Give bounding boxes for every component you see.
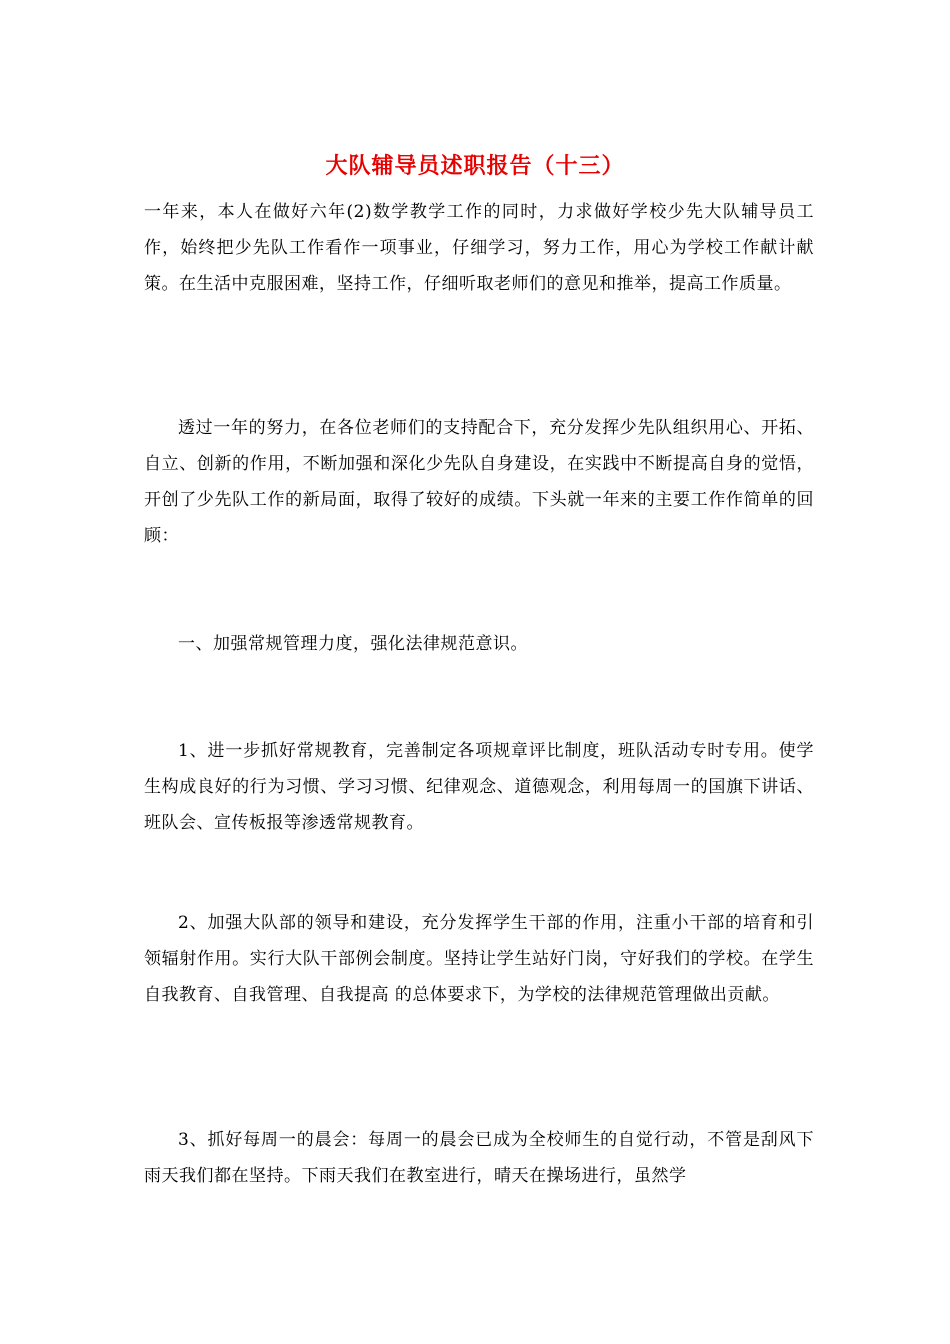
paragraph-item-1: 1、进一步抓好常规教育，完善制定各项规章评比制度，班队活动专时专用。使学生构成良好的行为习惯、学习习惯、纪律观念、道德观念，利用每周一的国旗下讲话、班队会、宣传板报等渗透常规教育。 (144, 741, 814, 833)
paragraph-item-3: 3、抓好每周一的晨会：每周一的晨会已成为全校师生的自觉行动，不管是刮风下雨天我们都在坚持。下雨天我们在教室进行，晴天在操场进行，虽然学 (144, 1130, 814, 1186)
paragraph-overview: 透过一年的努力，在各位老师们的支持配合下，充分发挥少先队组织用心、开拓、自立、创新的作用，不断加强和深化少先队自身建设，在实践中不断提高自身的觉悟，开创了少先队工作的新局面，取得了较好的成绩。下头就一年来的主要工作作简单的回顾： (144, 418, 814, 546)
paragraph-item-2: 2、加强大队部的领导和建设，充分发挥学生干部的作用，注重小干部的培育和引领辐射作用。实行大队干部例会制度。坚持让学生站好门岗，守好我们的学校。在学生 自我教育、自我管理、自我提高 的总体要求下，为学校的法律规范管理做出贡献。 (144, 913, 814, 1005)
document-title: 大队辅导员述职报告（十三） (325, 153, 625, 179)
section-heading-1: 一、加强常规管理力度，强化法律规范意识。 (178, 634, 528, 654)
paragraph-intro: 一年来，本人在做好六年(2)数学教学工作的同时，力求做好学校少先大队辅导员工作，始终把少先队工作看作一项事业，仔细学习，努力工作，用心为学校工作献计献策。在生活中克服困难，坚持工作，仔细听取老师们的意见和推举，提高工作质量。 (144, 202, 814, 294)
